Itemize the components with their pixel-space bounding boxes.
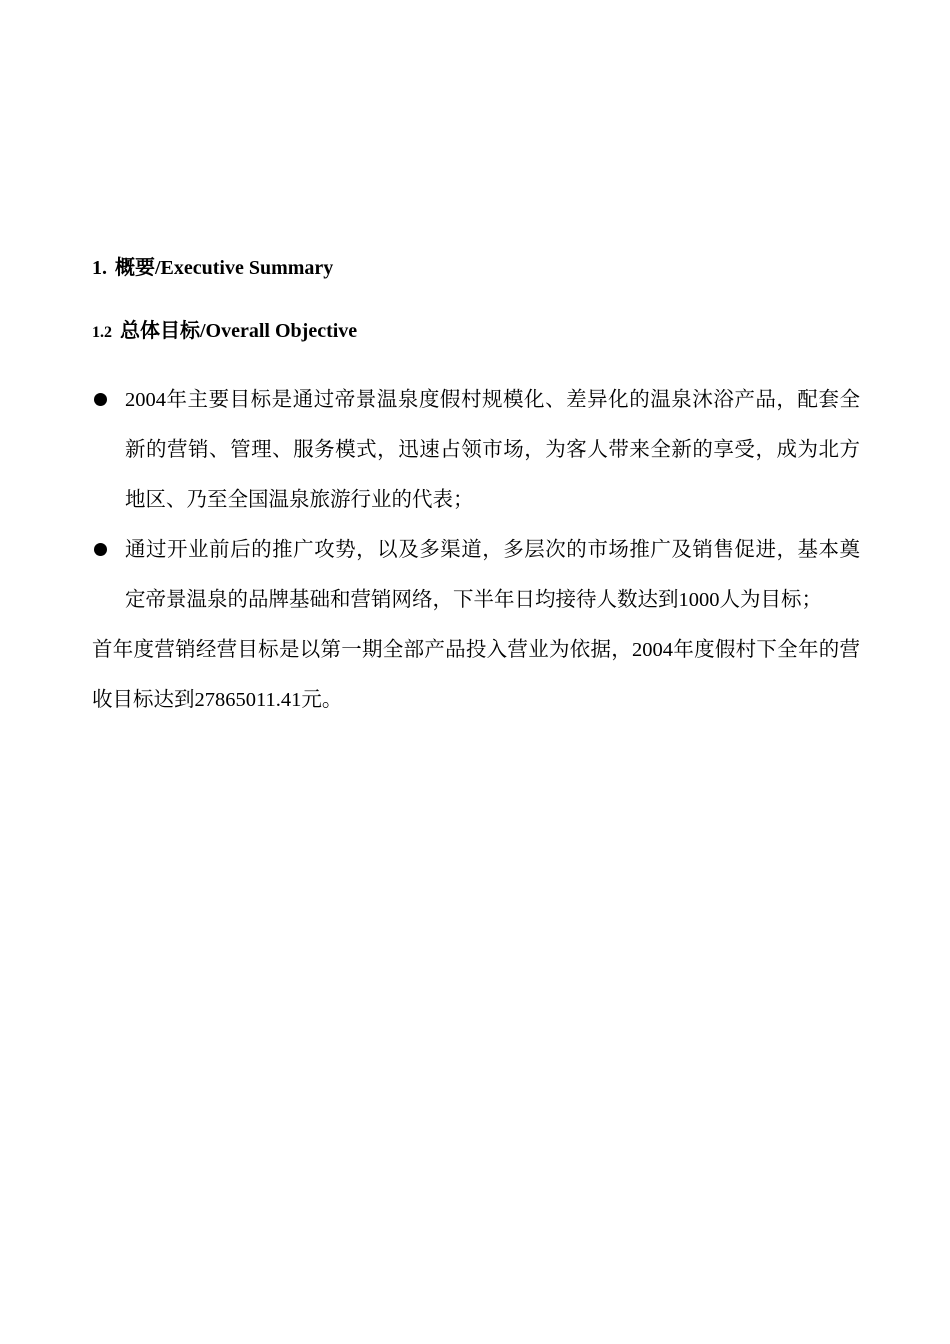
subsection-heading [92,313,860,349]
subsection-title: 总体目标/Overall Objective [120,320,358,342]
objective-item [92,525,860,625]
bullet-dot-icon [94,393,107,406]
objective-text: 2004年主要目标是通过帝景温泉度假村规模化、差异化的温泉沐浴产品，配套全新的营销、管理、服务模式，迅速占领市场，为客人带来全新的享受，成为北方地区、乃至全国温泉旅游行业的代表； [125,389,860,511]
section-title: 概要/Executive Summary [115,257,334,279]
subsection-number: 1.2 [92,324,112,341]
section-number: 1. [92,257,107,279]
document-content [92,250,860,725]
bullet-dot-icon [94,543,107,556]
objective-text: 通过开业前后的推广攻势，以及多渠道，多层次的市场推广及销售促进，基本奠定帝景温泉的品牌基础和营销网络，下半年日均接待人数达到1000人为目标； [125,539,860,611]
section-heading [92,250,860,286]
revenue-paragraph: 首年度营销经营目标是以第一期全部产品投入营业为依据，2004年度假村下全年的营收目标达到27865011.41元。 [92,639,860,711]
objective-list [92,375,860,625]
objective-item [92,375,860,525]
